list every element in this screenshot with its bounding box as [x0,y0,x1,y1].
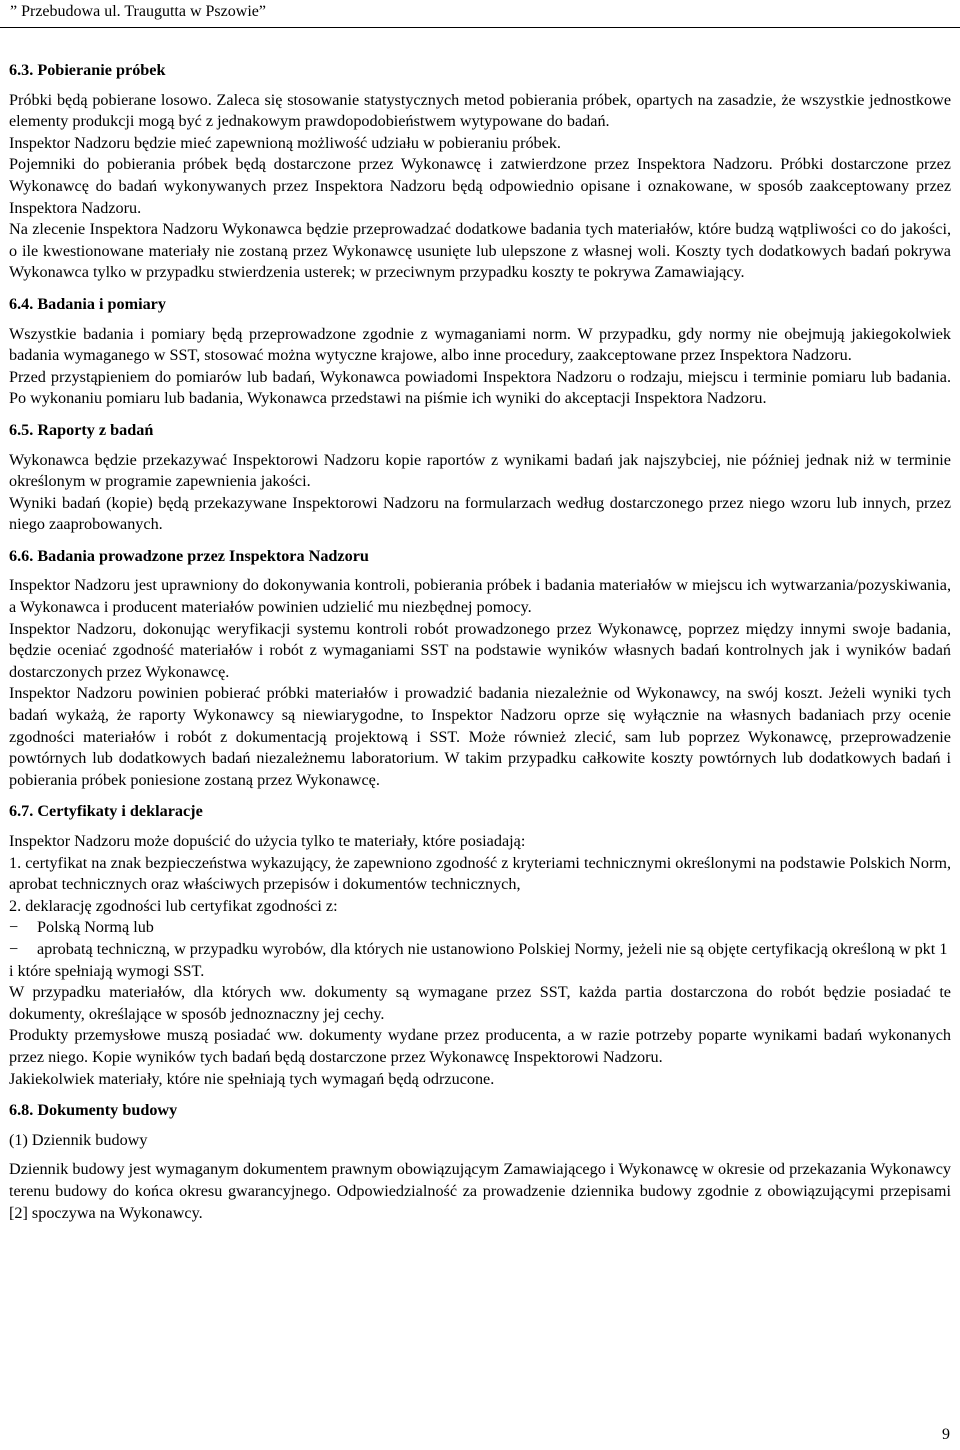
paragraph: Próbki będą pobierane losowo. Zaleca się stosowanie statystycznych metod pobierania próbek, opartych na zasadzie, że wszystkie jednostkowe elementy produkcji mogą być z jednakowym prawdopodobieństwem wytypowane do badań. [9,90,951,131]
list-item: 1. certyfikat na znak bezpieczeństwa wykazujący, że zapewniono zgodność z kryteriami technicznymi określonymi na podstawie Polskich Norm, aprobat technicznych oraz właściwych przepisów i dokumentów technicznych, [9,853,951,894]
paragraph: Inspektor Nadzoru powinien pobierać próbki materiałów i prowadzić badania niezależnie od Wykonawcy, na swój koszt. Jeżeli wyniki tych badań wykażą, że raporty Wykonawcy są niewiarygodne, to Inspektor Nadzoru oprze się wyłącznie na własnych badaniach przy ocenie zgodności materiałów i robót z dokumentacją projektową i SST. Może również zlecić, sam lub poprzez Wykonawcę, przeprowadzenie powtórnych lub dodatkowych badań niezależnemu laboratorium. W takim przypadku całkowite koszty powtórnych lub dodatkowych badań i pobierania próbek poniesione zostaną przez Wykonawcę. [9,684,951,789]
sub-list-text: Polską Normą lub [37,918,154,937]
paragraph: W przypadku materiałów, dla których ww. dokumenty są wymagane przez SST, każda partia dostarczona do robót będzie posiadać te dokumenty, określające w sposób jednoznaczny jej cechy. [9,983,951,1023]
document-body [9,60,951,1224]
running-header: ” Przebudowa ul. Traugutta w Pszowie” [10,3,266,20]
paragraph: Wyniki badań (kopie) będą przekazywane Inspektorowi Nadzoru na formularzach według dostarczonego przez niego wzoru lub innych, przez niego zaaprobowanych. [9,493,951,534]
page-number: 9 [942,1426,950,1443]
paragraph: Pojemniki do pobierania próbek będą dostarczone przez Wykonawcę i zatwierdzone przez Inspektora Nadzoru. Próbki dostarczone przez Wykonawcę do badań wykonywanych przez Inspektora Nadzoru będą odpowiednio opisane i oznakowane, w sposób zaakceptowany przez Inspektora Nadzoru. [9,155,951,217]
section-heading-6-3: 6.3. Pobieranie próbek [9,61,166,79]
paragraph: Dziennik budowy jest wymaganym dokumentem prawnym obowiązującym Zamawiającego i Wykonawcę w okresie od przekazania Wykonawcy terenu budowy do końca okresu gwarancyjnego. Odpowiedzialność za prowadzenie dziennika budowy zgodnie z obowiązującymi przepisami [2] spoczywa na Wykonawcy. [9,1160,951,1222]
section-heading-6-8: 6.8. Dokumenty budowy [9,1101,178,1120]
paragraph: Inspektor Nadzoru, dokonując weryfikacji systemu kontroli robót prowadzonego przez Wykonawcę, poprzez między innymi swoje badania, będzie oceniać zgodność materiałów i robót z wymaganiami SST na podstawie wyników własnych badań kontrolnych jak i wyników badań dostarczonych przez Wykonawcę. [9,619,951,681]
paragraph: i które spełniają wymogi SST. [9,961,205,980]
paragraph: Inspektor Nadzoru jest uprawniony do dokonywania kontroli, pobierania próbek i badania materiałów w miejscu ich wytwarzania/pozyskiwania, a Wykonawca i producent materiałów powinien udzielić mu niezbędnej pomocy. [9,576,951,617]
dash-bullet: − [9,939,19,958]
paragraph: Produkty przemysłowe muszą posiadać ww. dokumenty wydane przez producenta, a w razie potrzeby poparte wynikami badań wykonanych przez niego. Kopie wyników tych badań będą dostarczone przez Wykonawcę Inspektorowi Nadzoru. [9,1026,951,1066]
paragraph: Jakiekolwiek materiały, które nie spełniają tych wymagań będą odrzucone. [9,1069,495,1088]
list-item: 2. deklarację zgodności lub certyfikat zgodności z: [9,896,338,915]
sub-list-text: aprobatą techniczną, w przypadku wyrobów, dla których nie ustanowiono Polskiej Normy, jeżeli nie są objęte certyfikacją określoną w pkt 1 [37,939,948,958]
section-heading-6-6: 6.6. Badania prowadzone przez Inspektora Nadzoru [9,546,369,565]
sub-list-item [9,939,951,961]
section-heading-6-4: 6.4. Badania i pomiary [9,294,166,313]
subsection-heading: (1) Dziennik budowy [9,1130,148,1149]
paragraph: Wykonawca będzie przekazywać Inspektorowi Nadzoru kopie raportów z wynikami badań jak najszybciej, nie później jednak niż w terminie określonym w programie zapewnienia jakości. [9,450,951,491]
section-heading-6-5: 6.5. Raporty z badań [9,420,154,439]
sub-list-item [9,917,951,939]
dash-bullet: − [9,918,19,937]
section-heading-6-7: 6.7. Certyfikaty i deklaracje [9,802,203,821]
paragraph: Inspektor Nadzoru może dopuścić do użycia tylko te materiały, które posiadają: [9,832,526,850]
paragraph: Wszystkie badania i pomiary będą przeprowadzone zgodnie z wymaganiami norm. W przypadku, gdy normy nie obejmują jakiegokolwiek badania wymaganego w SST, stosować można wytyczne krajowe, albo inne procedury, zaakceptowane przez Inspektora Nadzoru. [9,324,951,365]
header-divider [0,27,960,28]
paragraph: Na zlecenie Inspektora Nadzoru Wykonawca będzie przeprowadzać dodatkowe badania tych materiałów, które budzą wątpliwości co do jakości, o ile kwestionowane materiały nie zostaną przez Wykonawcę usunięte lub ulepszone z własnej woli. Koszty tych dodatkowych badań pokrywa Wykonawca tylko w przypadku stwierdzenia usterek; w przeciwnym przypadku koszty te pokrywa Zamawiający. [9,220,951,282]
paragraph: Inspektor Nadzoru będzie mieć zapewnioną możliwość udziału w pobieraniu próbek. [9,133,561,152]
paragraph: Przed przystąpieniem do pomiarów lub badań, Wykonawca powiadomi Inspektora Nadzoru o rodzaju, miejscu i terminie pomiaru lub badania. Po wykonaniu pomiaru lub badania, Wykonawca przedstawi na piśmie ich wyniki do akceptacji Inspektora Nadzoru. [9,367,951,408]
